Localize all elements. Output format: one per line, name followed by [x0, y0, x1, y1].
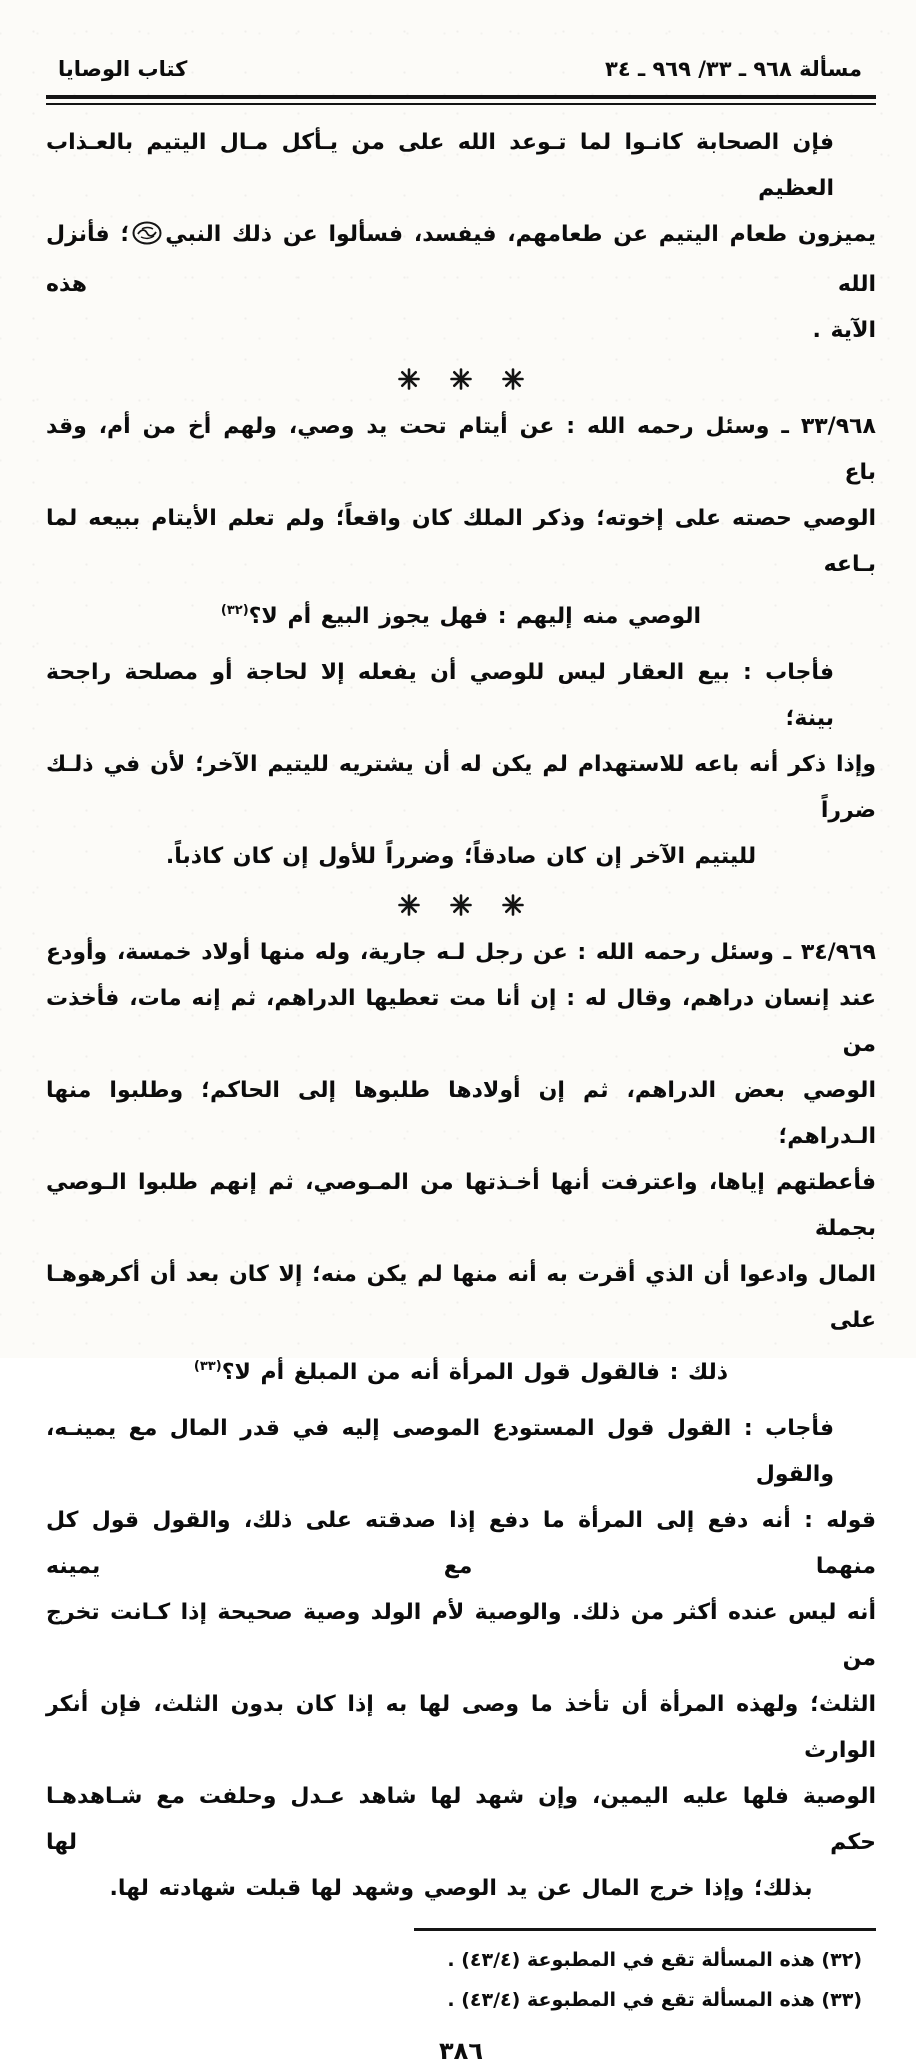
prophet-honorific-icon: [132, 216, 162, 262]
text-line: [46, 212, 876, 308]
footnote-marker-33: (٣٣): [193, 1359, 222, 1374]
text-line: لليتيم الآخر إن كان صادقاً؛ وضرراً للأول إن كان كاذباً.: [165, 844, 757, 869]
page-header: [46, 54, 876, 84]
star-ornament-icon: [450, 368, 472, 394]
text-line: الثلث؛ ولهذه المرأة أن تأخذ ما وصى لها به إذا كان بدون الثلث، فإن أنكر الوارث: [46, 1692, 876, 1763]
text-line: الآية .: [812, 318, 876, 343]
footnote-item-33: (٣٣) هذه المسألة تقع في المطبوعة (٤٣/٤) .: [447, 1989, 862, 2011]
text-line: وإذا ذكر أنه باعه للاستهدام لم يكن له أن يشتريه لليتيم الآخر؛ لأن في ذلـك ضرراً: [46, 752, 876, 823]
text-line: الوصي بعض الدراهم، ثم إن أولادها طلبوها إلى الحاكم؛ وطلبوا منها الـدراهم؛: [46, 1078, 876, 1149]
text-segment: يميزون طعام اليتيم عن طعامهم، فيفسد، فسألوا عن ذلك النبي: [165, 222, 876, 247]
running-head-book-title: كتاب الوصايا: [58, 57, 188, 81]
text-line: أنه ليس عنده أكثر من ذلك. والوصية لأم الولد وصية صحيحة إذا كـانت تخرج من: [46, 1600, 876, 1671]
text-segment: الوصي منه إليهم : فهل يجوز البيع أم لا؟: [248, 604, 702, 629]
text-line: الوصي حصته على إخوته؛ وذكر الملك كان واقعاً؛ ولم تعلم الأيتام ببيعه لما بـاعه: [46, 506, 876, 577]
text-line: فأجاب : القول قول المستودع الموصى إليه في قدر المال مع يمينـه، والقول: [46, 1416, 834, 1487]
text-segment: ذلك : فالقول قول المرأة أنه من المبلغ أم لا؟: [221, 1360, 729, 1385]
star-ornament-icon: [398, 368, 420, 394]
star-ornament-icon: [450, 894, 472, 920]
question-968-paragraph: [46, 404, 876, 640]
text-segment: ؛ فأنزل الله هذه: [46, 222, 876, 297]
text-line: المال وادعوا أن الذي أقرت به أنه منها لم يكن منه؛ إلا كان بعد أن أكرهوهـا على: [46, 1262, 876, 1333]
star-ornament-icon: [398, 894, 420, 920]
page-number: ٣٨٦: [439, 2037, 483, 2065]
question-969-paragraph: [46, 930, 876, 1396]
text-line: فأجاب : بيع العقار ليس للوصي أن يفعله إلا لحاجة أو مصلحة راجحة بينة؛: [46, 660, 834, 731]
footnote-marker-32: (٣٢): [220, 603, 249, 618]
section-separator: [46, 890, 876, 924]
text-line: [46, 588, 876, 640]
text-line: الوصية فلها عليه اليمين، وإن شهد لها شاهد عـدل وحلفت مع شـاهدهـا حكم لها: [46, 1784, 876, 1855]
text-line: فأعطتهم إياها، واعترفت أنها أخـذتها من المـوصي، ثم إنهم طلبوا الـوصي بجملة: [46, 1170, 876, 1241]
answer-969-paragraph: [46, 1406, 876, 1912]
header-divider-rule: [46, 95, 876, 105]
running-head-masala-numbers: مسألة ٩٦٨ ـ ٣٣/ ٩٦٩ ـ ٣٤: [605, 57, 862, 81]
text-line: ٣٣/٩٦٨ ـ وسئل رحمه الله : عن أيتام تحت يد وصي، ولهم أخ من أم، وقد باع: [46, 414, 876, 485]
text-line: عند إنسان دراهم، وقال له : إن أنا مت تعطيها الدراهم، ثم إنه مات، فأخذت من: [46, 986, 876, 1057]
footnote-item-32: (٣٢) هذه المسألة تقع في المطبوعة (٤٣/٤) .: [447, 1949, 862, 1971]
intro-paragraph: [46, 120, 876, 354]
star-ornament-icon: [502, 894, 524, 920]
page-footer: [46, 1928, 876, 2065]
text-line: بذلك؛ وإذا خرج المال عن يد الوصي وشهد لها قبلت شهادته لها.: [109, 1876, 813, 1901]
text-line: ٣٤/٩٦٩ ـ وسئل رحمه الله : عن رجل لـه جارية، وله منها أولاد خمسة، وأودع: [46, 940, 876, 965]
page-body: [46, 105, 876, 1912]
text-line: [46, 1344, 876, 1396]
text-line: فإن الصحابة كانـوا لما تـوعد الله على من يـأكل مـال اليتيم بالعـذاب العظيم: [46, 130, 834, 201]
answer-968-paragraph: [46, 650, 876, 880]
footnotes-divider-rule: [414, 1928, 876, 1931]
text-line: قوله : أنه دفع إلى المرأة ما دفع إذا صدقته على ذلك، والقول قول كل منهما مع يمينه: [46, 1508, 876, 1579]
section-separator: [46, 364, 876, 398]
star-ornament-icon: [502, 368, 524, 394]
